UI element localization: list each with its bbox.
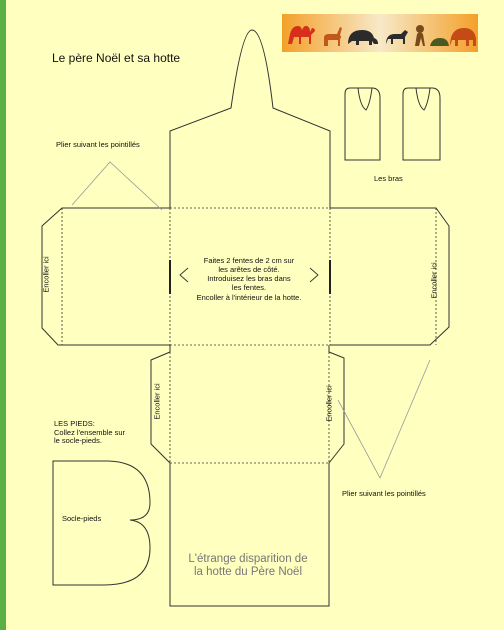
feet-note-line: Collez l'ensemble sur [54, 427, 126, 437]
glue-label-lower-right: Encoller ici [324, 385, 334, 422]
arms-label: Les bras [374, 174, 403, 183]
instruction-line: les arêtes de côté. [218, 265, 280, 275]
glue-label-left: Encoller ici [41, 256, 51, 293]
fold-hint-bottom: Plier suivant les pointillés [342, 489, 426, 498]
arm-right-thumb [416, 88, 430, 110]
feet-note-line: le socle-pieds. [54, 436, 102, 446]
glue-label-right: Encoller ici [429, 262, 439, 299]
feet-note [54, 420, 125, 446]
arm-left [345, 88, 380, 160]
bottom-title [168, 553, 328, 579]
fold-guide-bottom [338, 360, 430, 478]
instruction-line: Faites 2 fentes de 2 cm sur [203, 256, 295, 265]
instruction-line: les fentes. [231, 283, 267, 293]
socle-pieds-label: Socle-pieds [62, 514, 102, 523]
arm-left-thumb [358, 88, 372, 110]
left-wing [42, 208, 170, 345]
glue-label-lower-left: Encoller ici [152, 383, 162, 420]
fold-guide-top [72, 162, 162, 210]
feet-note-title: LES PIEDS: [54, 419, 95, 428]
instruction-line: Encoller à l'intérieur de la hotte. [196, 292, 302, 302]
arch-panel [170, 30, 330, 208]
page-title: Le père Noël et sa hotte [52, 51, 181, 65]
bottom-title-line: la hotte du Père Noël [193, 566, 303, 579]
instructions-block [176, 256, 322, 302]
fold-hint-top: Plier suivant les pointillés [56, 140, 140, 149]
instruction-line: Introduisez les bras dans [207, 274, 291, 284]
arm-right [403, 88, 440, 160]
bottom-title-line: L'étrange disparition de [188, 553, 308, 565]
